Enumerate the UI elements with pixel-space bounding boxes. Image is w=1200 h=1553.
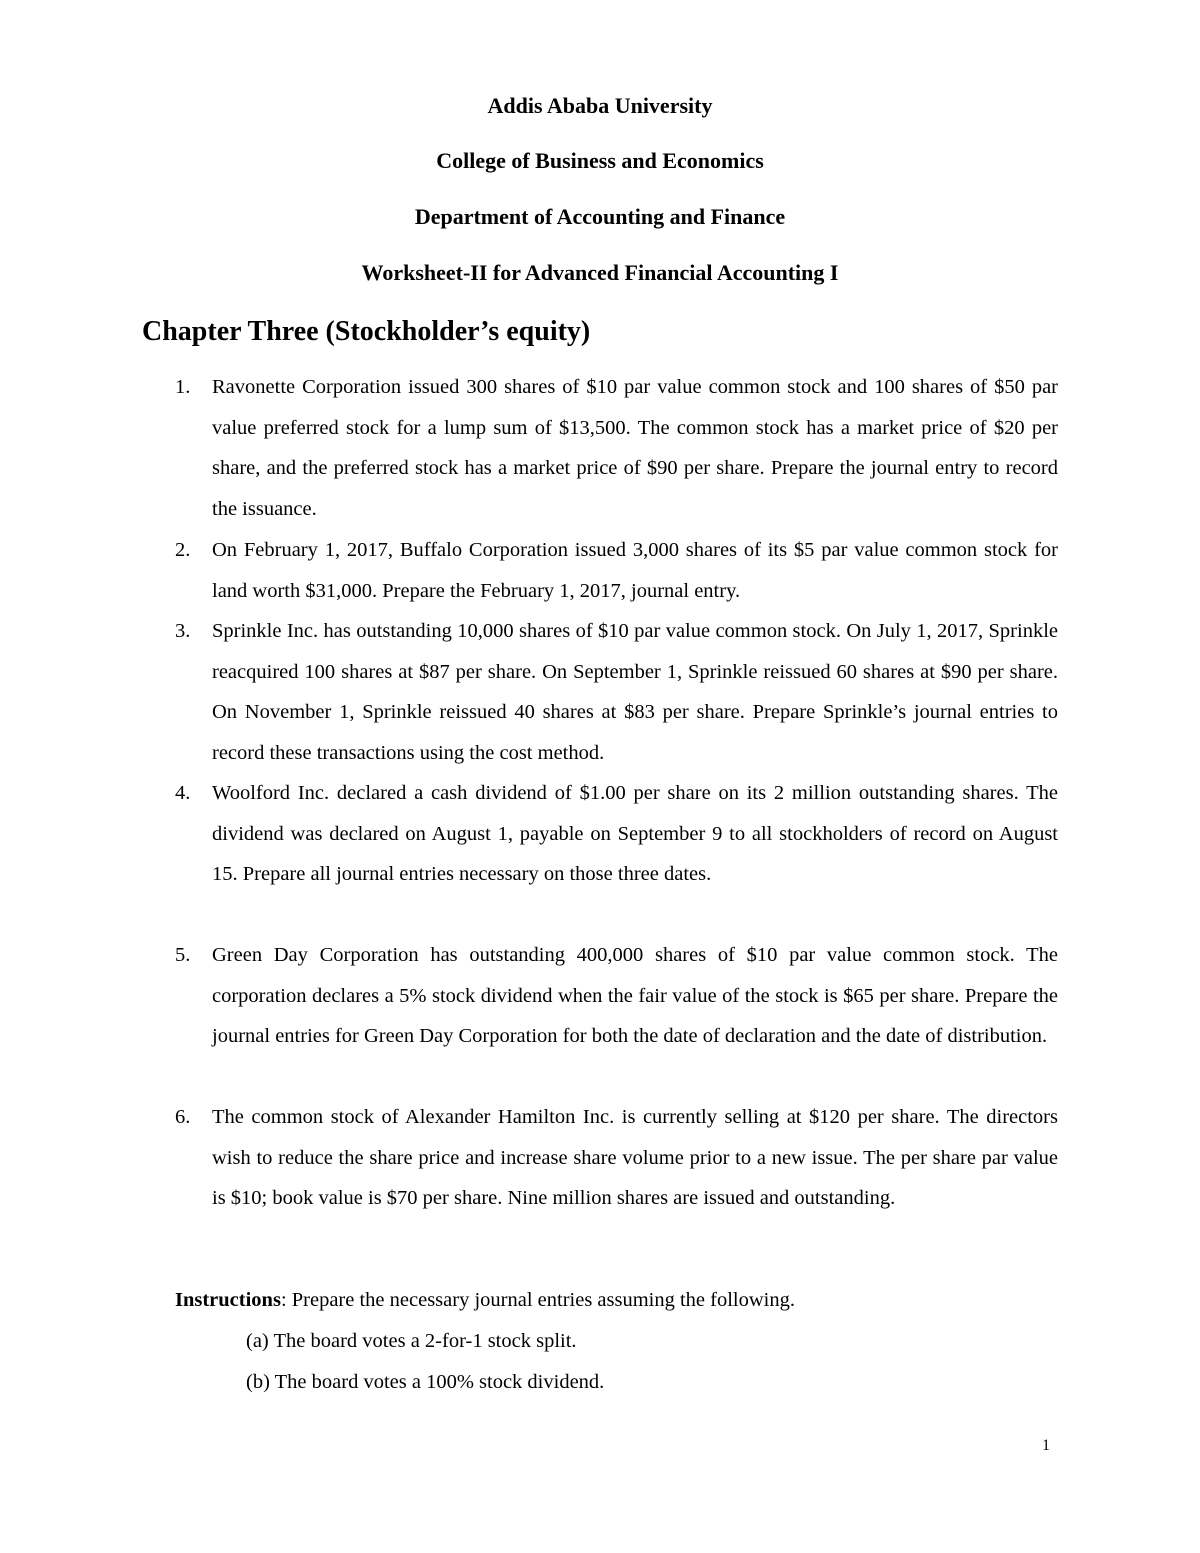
question-number: 3. xyxy=(175,620,191,642)
instruction-item-a: (a) The board votes a 2-for-1 stock split. xyxy=(246,1330,577,1352)
instructions xyxy=(175,1282,795,1318)
page-number: 1 xyxy=(1042,1437,1050,1454)
question-text: Woolford Inc. declared a cash dividend of $1.00 per share on its 2 million outstanding shares. The dividend was declared on August 1, payable on September 9 to all stockholders of record on August 15. Prepare all journal entries necessary on those three dates. xyxy=(212,782,1058,886)
instruction-item-b: (b) The board votes a 100% stock dividend. xyxy=(246,1371,605,1393)
question-text: Ravonette Corporation issued 300 shares of $10 par value common stock and 100 shares of $50 par value preferred stock for a lump sum of $13,500. The common stock has a market price of $20 per share, and the preferred stock has a market price of $90 per share. Prepare the journal entry to record the issuance. xyxy=(212,376,1058,520)
question-text: Green Day Corporation has outstanding 400,000 shares of $10 par value common stock. The corporation declares a 5% stock dividend when the fair value of the stock is $65 per share. Prepare the journal entries for Green Day Corporation for both the date of declaration and the date of distribution. xyxy=(212,944,1058,1048)
college-name: College of Business and Economics xyxy=(436,148,764,173)
chapter-title: Chapter Three (Stockholder’s equity) xyxy=(142,316,591,347)
instructions-label: Instructions xyxy=(175,1289,281,1311)
question-number: 1. xyxy=(175,376,191,398)
question-number: 6. xyxy=(175,1106,191,1128)
question-text: The common stock of Alexander Hamilton Inc. is currently selling at $120 per share. The directors wish to reduce the share price and increase share volume prior to a new issue. The per share par value is $10; book value is $70 per share. Nine million shares are issued and outstanding. xyxy=(212,1106,1058,1210)
instructions-text: : Prepare the necessary journal entries assuming the following. xyxy=(280,1289,795,1311)
worksheet-title: Worksheet-II for Advanced Financial Accounting I xyxy=(361,260,839,285)
department-name: Department of Accounting and Finance xyxy=(414,204,786,229)
question-number: 2. xyxy=(175,539,191,561)
question-text: On February 1, 2017, Buffalo Corporation issued 3,000 shares of its $5 par value common stock for land worth $31,000. Prepare the February 1, 2017, journal entry. xyxy=(212,539,1058,602)
question-number: 4. xyxy=(175,782,191,804)
university-name: Addis Ababa University xyxy=(487,93,713,118)
question-number: 5. xyxy=(175,944,191,966)
question-text: Sprinkle Inc. has outstanding 10,000 shares of $10 par value common stock. On July 1, 2017, Sprinkle reacquired 100 shares at $87 per share. On September 1, Sprinkle reissued 60 shares at $90 per share. On November 1, Sprinkle reissued 40 shares at $83 per share. Prepare Sprinkle’s journal entries to record these transactions using the cost method. xyxy=(212,620,1058,764)
